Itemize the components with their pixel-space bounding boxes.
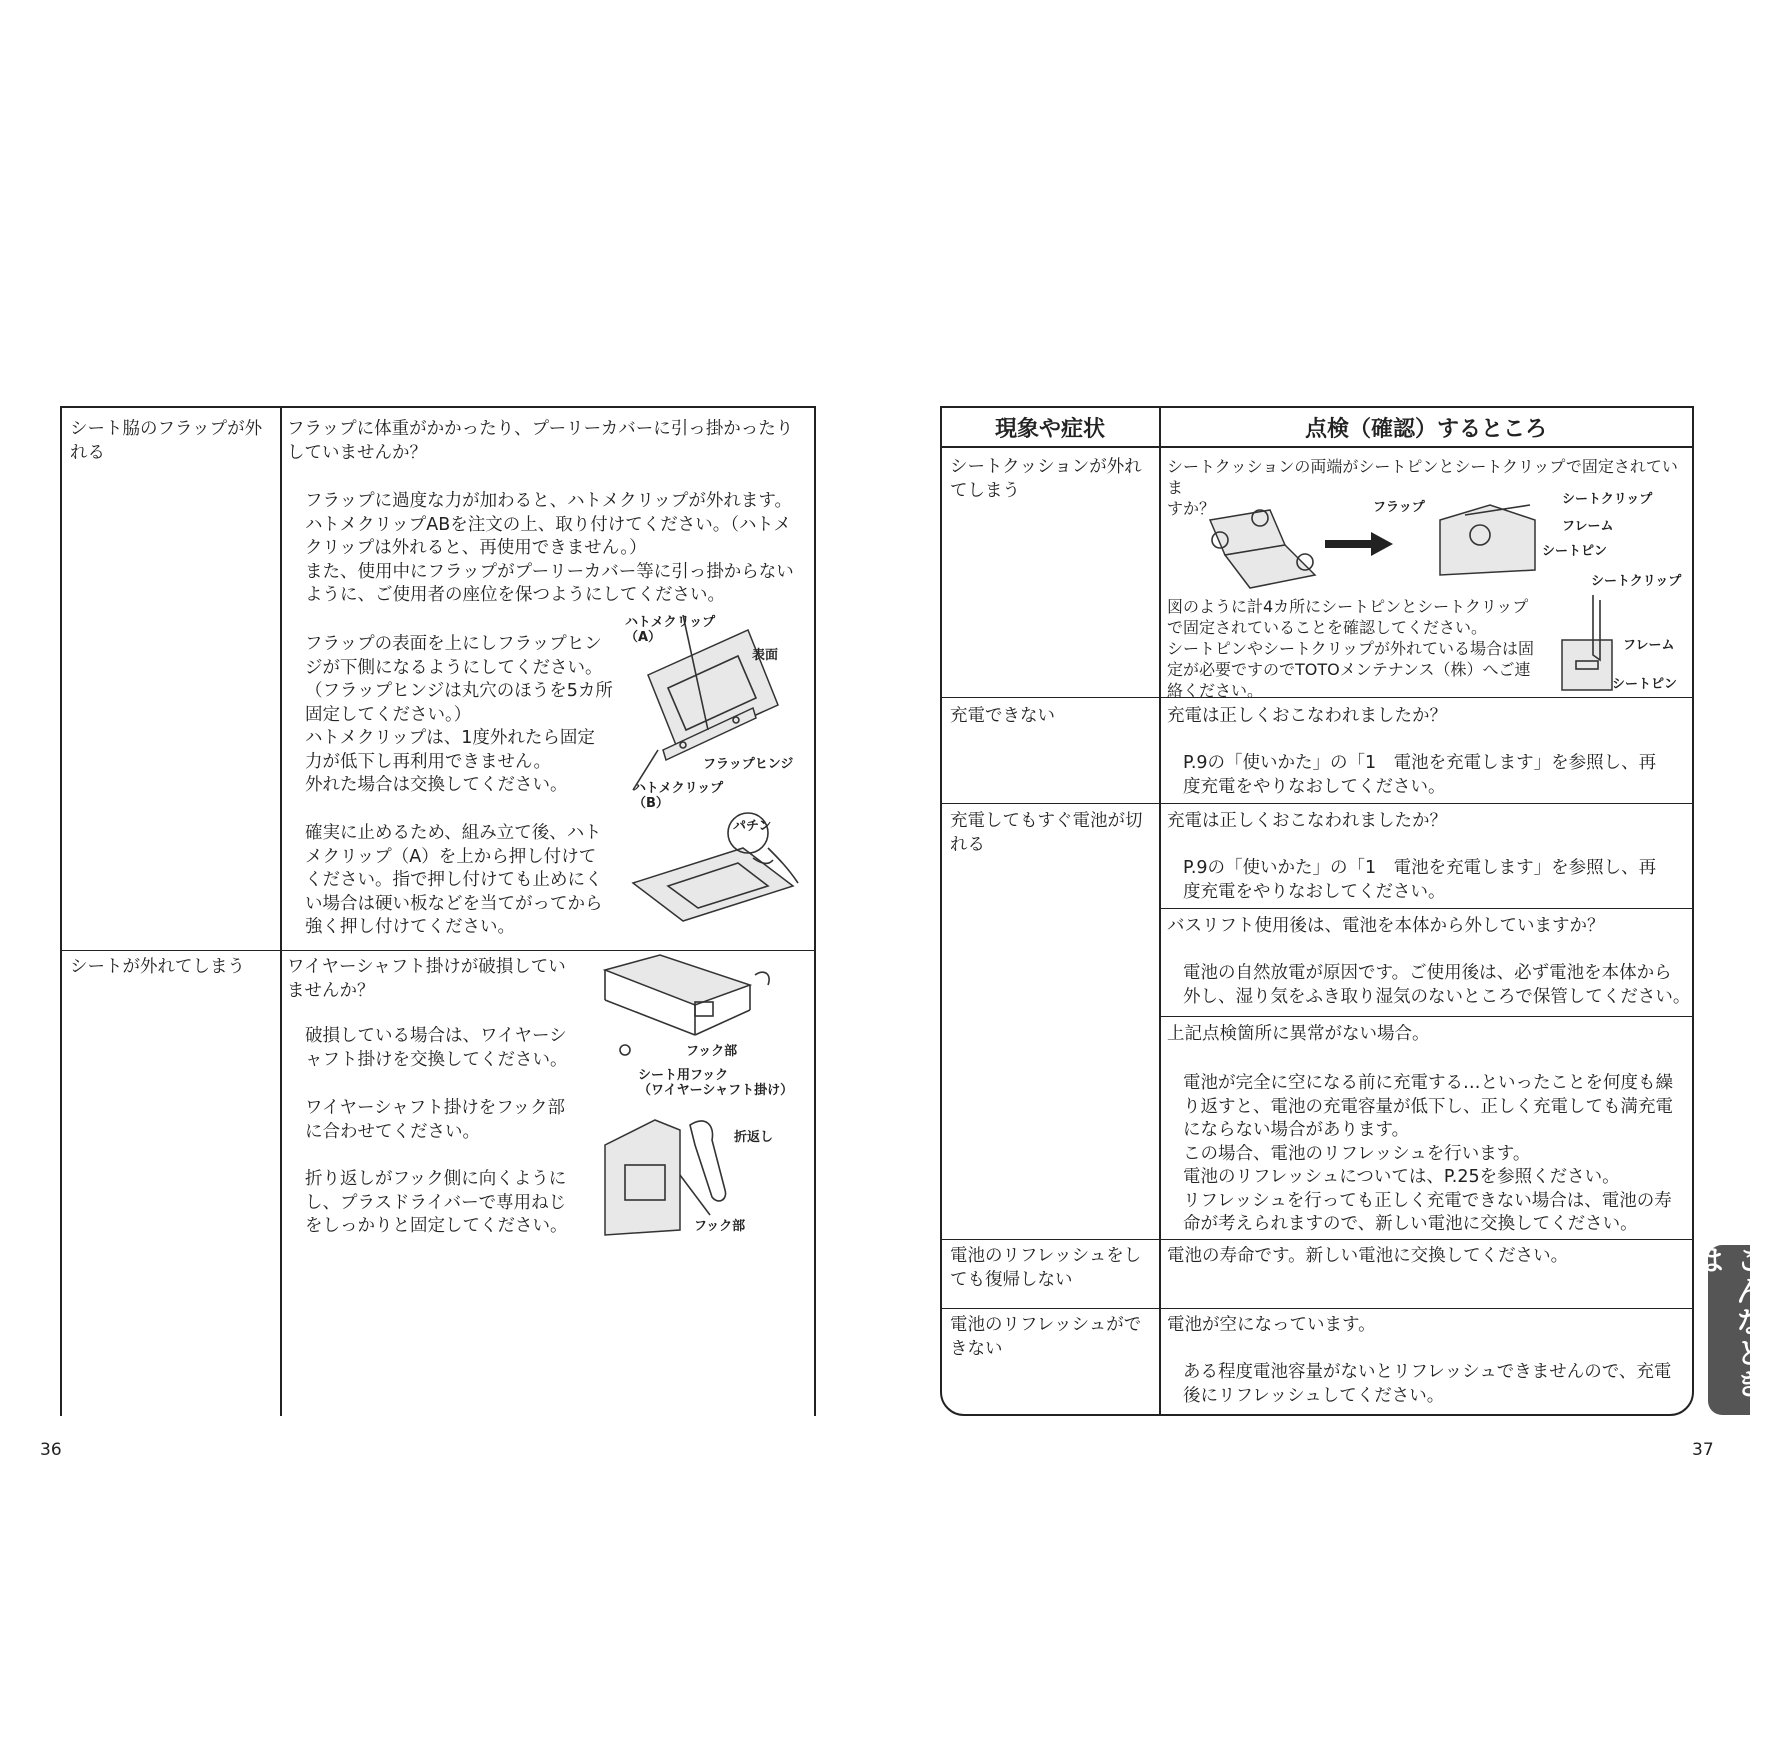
symptom-battery-runs-out: 充電してもすぐ電池が切 れる (950, 811, 1143, 855)
right-row-divider-3 (940, 1239, 1694, 1240)
label-frame: フレーム (1562, 519, 1614, 534)
answer-flap-1: フラップに過度な力が加わると、ハトメクリップが外れます。 ハトメクリップABを注文の上、取り付けてください。（ハトメ クリップは外れると、再使用できません。） また、使用中にフラップがプーリーカバー等に引っ掛からない ように、ご使用者の座位を保つようにしてください。 (305, 491, 794, 605)
label-fold: 折返し (734, 1130, 774, 1145)
clip-pin-illustration (1558, 585, 1618, 695)
answer-seat-1: 破損している場合は、ワイヤーシ ャフト掛けを交換してください。 (305, 1026, 568, 1070)
arrow-icon (1325, 530, 1395, 558)
cushion-detail-illustration (1435, 500, 1545, 580)
symptom-cannot-charge: 充電できない (950, 706, 1055, 726)
left-table-left-border (60, 406, 62, 1416)
answer-seat-3: 折り返しがフック側に向くように し、プラスドライバーで専用ねじ をしっかりと固定してください。 (305, 1169, 568, 1236)
question-cushion: シートクッションの両端がシートピンとシートクリップで固定されていま すか？ (1167, 457, 1678, 518)
right-row-divider-2 (940, 803, 1694, 804)
answer-battery-3: 電池が完全に空になる前に充電する…といったことを何度も繰 り返すと、電池の充電容量が低下し、正しく充電しても満充電 にならない場合があります。 この場合、電池のリフレッシュを行います。 電池のリフレッシュについては、P.25を参照ください。 リフレッシュを行っても正しく充電できない場合は、電池の寿 命が考えられますので、新しい電池に交換してください。 (1183, 1073, 1673, 1234)
label-clip-b: ハトメクリップ （B） (633, 781, 724, 811)
question-refresh-no-recover: 電池の寿命です。新しい電池に交換してください。 (1167, 1246, 1569, 1266)
label-seat-pin-2: シートピン (1612, 677, 1678, 692)
page-number-left: 36 (40, 1440, 62, 1460)
right-subrow-divider-1 (1160, 908, 1694, 909)
answer-cannot-refresh: ある程度電池容量がないとリフレッシュできませんので、充電 後にリフレッシュしてください。 (1183, 1362, 1672, 1406)
answer-flap-3: 確実に止めるため、組み立て後、ハト メクリップ（A）を上から押し付けて ください。指で押し付けても止めにく い場合は硬い板などを当てがってから 強く押し付けてください。 (305, 823, 603, 937)
right-row-divider-4 (940, 1308, 1694, 1309)
symptom-seat: シートが外れてしまう (70, 957, 245, 977)
label-seat-clip: シートクリップ (1562, 492, 1653, 507)
question-cannot-charge: 充電は正しくおこなわれましたか？ (1167, 706, 1447, 726)
symptom-cushion: シートクッションが外れ てしまう (950, 457, 1142, 501)
label-hook-part-2: フック部 (694, 1219, 746, 1234)
label-seat-clip-2: シートクリップ (1591, 574, 1682, 589)
answer-flap-2: フラップの表面を上にしフラップヒン ジが下側になるようにしてください。 （フラップヒンジは丸穴のほうを5カ所 固定してください。） ハトメクリップは、1度外れたら固定 力が低下し再利用できません。 外れた場合は交換してください。 (305, 634, 613, 795)
header-symptom: 現象や症状 (994, 417, 1105, 442)
left-table-top-border (60, 406, 816, 408)
question-battery-1: 充電は正しくおこなわれましたか？ (1167, 811, 1447, 831)
header-check: 点検（確認）するところ (1304, 417, 1547, 442)
symptom-refresh-no-recover: 電池のリフレッシュをし ても復帰しない (950, 1246, 1142, 1290)
label-seat-pin: シートピン (1542, 544, 1608, 559)
right-header-bottom (940, 446, 1694, 448)
right-table-divider (1159, 406, 1161, 1416)
label-snap: パチン (733, 819, 772, 834)
left-table-divider (280, 406, 282, 1416)
page-number-right: 37 (1692, 1440, 1714, 1460)
label-flap: フラップ (1373, 500, 1425, 515)
symptom-flap: シート脇のフラップが外 れる (70, 419, 263, 463)
label-frame-2: フレーム (1623, 638, 1675, 653)
symptom-cannot-refresh: 電池のリフレッシュがで きない (950, 1315, 1142, 1359)
question-battery-2: バスリフト使用後は、電池を本体から外していますか？ (1167, 916, 1605, 936)
question-battery-3: 上記点検箇所に異常がない場合。 (1167, 1024, 1430, 1044)
label-hook-part: フック部 (686, 1044, 738, 1059)
side-tab: こんなときは (1708, 1245, 1750, 1415)
press-clip-illustration (628, 808, 813, 928)
question-seat: ワイヤーシャフト掛けが破損してい ませんか？ (287, 957, 566, 1001)
right-subrow-divider-2 (1160, 1016, 1694, 1017)
label-surface: 表面 (752, 648, 779, 663)
answer-seat-2: ワイヤーシャフト掛けをフック部 に合わせてください。 (305, 1098, 566, 1142)
label-seat-hook: シート用フック （ワイヤーシャフト掛け） (638, 1068, 794, 1098)
answer-cushion: 図のように計4カ所にシートピンとシートクリップ で固定されていることを確認してください。 シートピンやシートクリップが外れている場合は固 定が必要ですのでTOTOメンテナンス（株）へご連 絡ください。 (1167, 597, 1535, 700)
question-flap: フラップに体重がかかったり、プーリーカバーに引っ掛かったり していませんか？ (287, 419, 794, 463)
label-clip-a: ハトメクリップ （A） (625, 615, 716, 645)
answer-cannot-charge: P.9の「使いかた」の「1 電池を充電します」を参照し、再 度充電をやりなおしてください。 (1183, 753, 1657, 797)
answer-battery-2: 電池の自然放電が原因です。ご使用後は、必ず電池を本体から 外し、湿り気をふき取り湿気のないところで保管してください。 (1183, 963, 1691, 1007)
answer-battery-1: P.9の「使いかた」の「1 電池を充電します」を参照し、再 度充電をやりなおしてください。 (1183, 858, 1657, 902)
label-flap-hinge: フラップヒンジ (703, 757, 794, 772)
question-cannot-refresh: 電池が空になっています。 (1167, 1315, 1376, 1335)
